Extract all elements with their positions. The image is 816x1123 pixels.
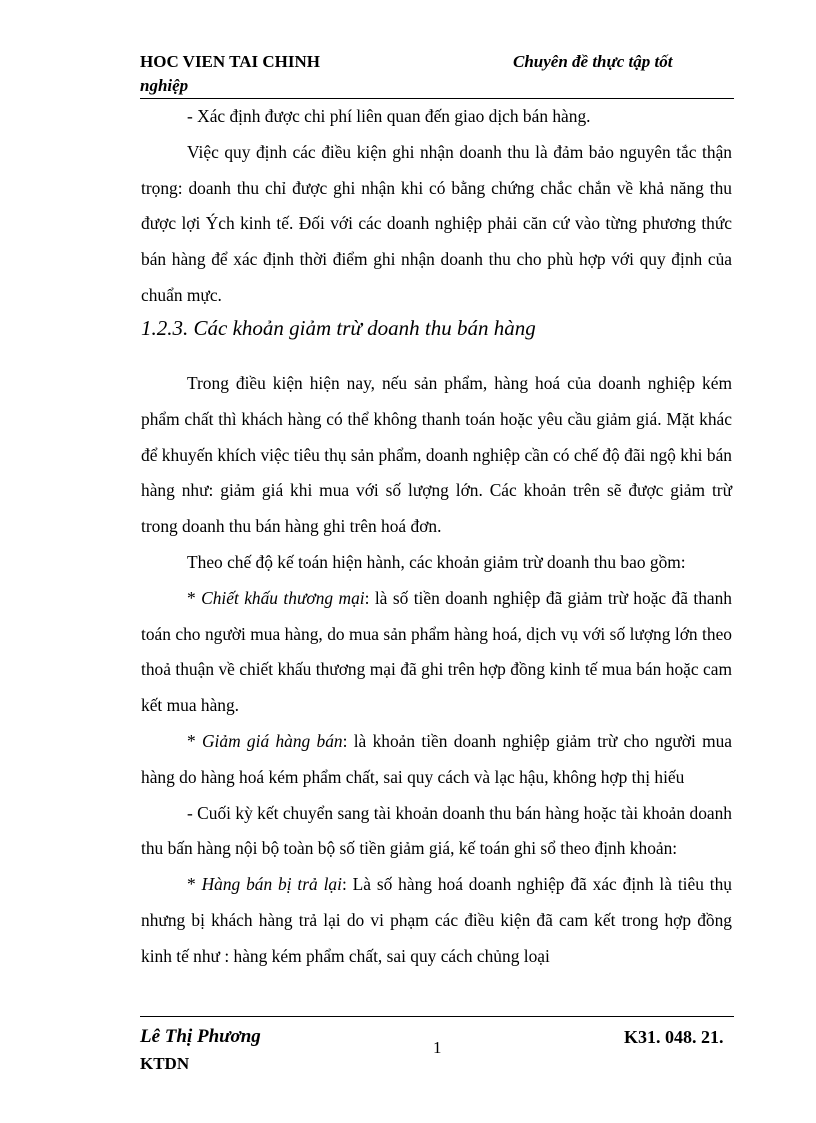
paragraph-trade-discount xyxy=(141,581,732,724)
footer-department: KTDN xyxy=(140,1054,190,1073)
section-revenue-deductions xyxy=(141,366,732,975)
paragraph-sales-allowance xyxy=(141,724,732,796)
header-report-title: Chuyên đề thực tập tốt xyxy=(513,52,673,71)
page-header xyxy=(140,52,734,96)
section-revenue-recognition xyxy=(141,99,732,314)
bullet: * xyxy=(187,587,202,608)
bullet: * xyxy=(187,730,202,751)
section-heading: 1.2.3. Các khoản giảm trừ doanh thu bán hàng xyxy=(141,316,536,340)
header-institution: HOC VIEN TAI CHINH xyxy=(140,52,320,71)
term: Hàng bán bị trả lại xyxy=(201,874,342,895)
definition: : là số tiền doanh nghiệp đã giảm trừ hoặc đã thanh toán cho người mua hàng, do mua sản phẩm hàng hoá, dịch vụ với số lượng lớn theo thoả thuận về chiết khấu thương mại đã ghi trên hợp đồng kinh tế mua bán hoặc cam kết mua hàng. xyxy=(141,587,733,716)
paragraph: Theo chế độ kế toán hiện hành, các khoản giảm trừ doanh thu bao gồm: xyxy=(187,551,686,572)
definition: : Là số hàng hoá doanh nghiệp đã xác định là tiêu thụ nhưng bị khách hàng trả lại do vi phạm các điều kiện đã cam kết trong hợp đồng kinh tế như : hàng kém phẩm chất, sai quy cách chủng loại xyxy=(141,874,732,966)
page-number: 1 xyxy=(433,1038,442,1057)
paragraph: Việc quy định các điều kiện ghi nhận doanh thu là đảm bảo nguyên tắc thận trọng: doanh thu chỉ được ghi nhận khi có bằng chứng chắc chắn về khả năng thu được lợi Ých kinh tế. Đối với các doanh nghiệp phải căn cứ vào từng phương thức bán hàng để xác định thời điểm ghi nhận doanh thu cho phù hợp với quy định của chuẩn mực. xyxy=(141,141,732,305)
paragraph: - Cuối kỳ kết chuyển sang tài khoản doanh thu bán hàng hoặc tài khoản doanh thu bấn hàng nội bộ toàn bộ số tiền giảm giá, kế toán ghi sổ theo định khoản: xyxy=(141,802,732,859)
footer-rule xyxy=(140,1016,734,1017)
term: Chiết khấu thương mại xyxy=(201,587,365,608)
paragraph: - Xác định được chi phí liên quan đến giao dịch bán hàng. xyxy=(187,106,591,126)
definition: : là khoản tiền doanh nghiệp giảm trừ cho người mua hàng do hàng hoá kém phẩm chất, sai quy cách và lạc hậu, không hợp thị hiếu xyxy=(141,730,733,787)
bullet: * xyxy=(187,874,202,895)
footer-student-code: K31. 048. 21. xyxy=(624,1027,724,1047)
paragraph: Trong điều kiện hiện nay, nếu sản phẩm, hàng hoá của doanh nghiệp kém phẩm chất thì khách hàng có thể không thanh toán hoặc yêu cầu giảm giá. Mặt khác để khuyến khích việc tiêu thụ sản phẩm, doanh nghiệp cần có chế độ đãi ngộ khi bán hàng như: giảm giá khi mua với số lượng lớn. Các khoản trên sẽ được giảm trừ trong doanh thu bán hàng ghi trên hoá đơn. xyxy=(141,373,732,537)
term: Giảm giá hàng bán xyxy=(202,730,343,751)
paragraph-sales-returns xyxy=(141,867,732,974)
footer-author-name: Lê Thị Phương xyxy=(140,1026,261,1047)
header-report-title-continued: nghiệp xyxy=(140,76,189,95)
